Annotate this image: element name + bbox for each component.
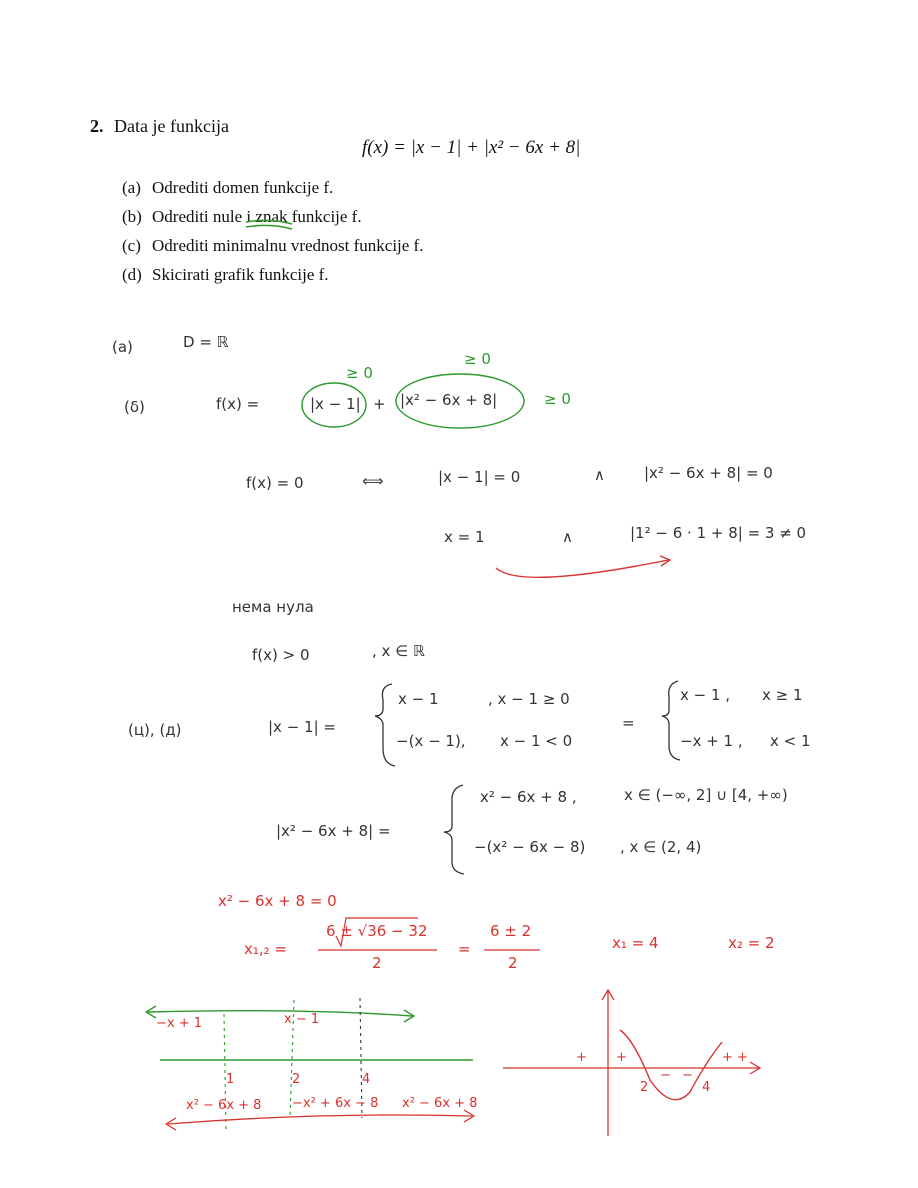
problem-number: 2. <box>90 116 104 136</box>
hw-quad-eq: x² − 6x + 8 = 0 <box>218 892 337 910</box>
hw-a-domain: D = ℝ <box>183 333 229 351</box>
hw-zero-abs2: |x² − 6x + 8| = 0 <box>644 464 773 482</box>
hw-and2: ∧ <box>562 528 573 546</box>
hw-b-abs2: |x² − 6x + 8| <box>400 391 498 409</box>
sign-tick-1: 1 <box>226 1072 235 1087</box>
parabola-plus-left: + <box>576 1050 587 1065</box>
function-formula: f(x) = |x − 1| + |x² − 6x + 8| <box>362 137 581 158</box>
sign-bottom-3: x² − 6x + 8 <box>402 1096 478 1111</box>
hw-abs1-simpl1: x − 1 , <box>680 686 731 704</box>
parabola-plus-right: + + <box>722 1050 748 1065</box>
sign-tick-2: 2 <box>292 1072 301 1087</box>
hw-abs1-case2-cond: x − 1 < 0 <box>500 732 573 750</box>
hw-root1: x₁ = 4 <box>612 934 659 952</box>
sign-line-bottom <box>168 1115 472 1124</box>
hw-positive-domain: , x ∈ ℝ <box>372 642 425 660</box>
brace-abs2 <box>444 785 464 874</box>
hw-abs1-case2: −(x − 1), <box>396 732 466 750</box>
hw-roots-num: 6 ± √36 − 32 <box>326 922 428 940</box>
hw-abs1-case1: x − 1 <box>398 690 439 708</box>
znak-underline <box>246 220 292 224</box>
hw-check: |1² − 6 · 1 + 8| = 3 ≠ 0 <box>630 524 807 542</box>
hw-abs2-case2: −(x² − 6x − 8) <box>474 838 586 856</box>
parabola-minus-2: − <box>682 1068 693 1083</box>
hw-positive: f(x) > 0 <box>252 646 310 664</box>
hw-abs1-simpl1-cond: x ≥ 1 <box>762 686 803 704</box>
sign-bottom-1: x² − 6x + 8 <box>186 1098 262 1113</box>
task-label: (c) <box>122 236 141 255</box>
parabola-plus-near: + <box>616 1050 627 1065</box>
sign-bottom-2: −x² + 6x − 8 <box>292 1096 379 1111</box>
brace-abs1-simpl <box>662 681 680 760</box>
hw-abs1-simpl2-cond: x < 1 <box>770 732 811 750</box>
task-text: Skicirati grafik funkcije f. <box>152 265 329 284</box>
hw-root2: x₂ = 2 <box>728 934 775 952</box>
hw-roots-lhs: x₁,₂ = <box>244 940 288 958</box>
parabola-root-b: 4 <box>702 1080 711 1095</box>
task-label: (b) <box>122 207 142 226</box>
hw-ge0-top2: ≥ 0 <box>464 350 491 368</box>
hw-abs2-case1: x² − 6x + 8 , <box>480 788 577 806</box>
task-text: Odrediti nule i znak funkcije f. <box>152 207 362 226</box>
hw-abs2-case1-cond: x ∈ (−∞, 2] ∪ [4, +∞) <box>624 786 788 804</box>
hw-abs1-case1-cond: , x − 1 ≥ 0 <box>488 690 570 708</box>
hw-abs2-lhs: |x² − 6x + 8| = <box>276 822 391 840</box>
hw-no-zeros: нема нула <box>232 598 314 616</box>
sign-tick-3: 4 <box>362 1072 371 1087</box>
hw-abs1-lhs: |x − 1| = <box>268 718 336 736</box>
hw-roots-den2: 2 <box>508 954 518 972</box>
znak-underline-2 <box>246 225 292 229</box>
hw-ge0-top1: ≥ 0 <box>346 364 373 382</box>
hw-equals: = <box>622 714 635 732</box>
hw-b-abs1: |x − 1| <box>310 395 361 413</box>
hw-zero-abs1: |x − 1| = 0 <box>438 468 521 486</box>
parabola-root-a: 2 <box>640 1080 649 1095</box>
task-label: (a) <box>122 178 141 197</box>
task-label: (d) <box>122 265 142 284</box>
hw-iff: ⟺ <box>362 472 384 490</box>
red-arrow <box>496 560 668 577</box>
hw-abs2-case2-cond: , x ∈ (2, 4) <box>620 838 702 856</box>
problem-intro: Data je funkcija <box>114 116 229 136</box>
task-text: Odrediti minimalnu vrednost funkcije f. <box>152 236 424 255</box>
hw-roots-den: 2 <box>372 954 382 972</box>
brace-abs1 <box>375 684 395 766</box>
hw-abs1-simpl2: −x + 1 , <box>680 732 743 750</box>
hw-a-label: (a) <box>112 338 133 356</box>
hw-b-fx: f(x) = <box>216 395 260 413</box>
hw-b-label: (δ) <box>124 398 145 416</box>
parabola-minus-1: − <box>660 1068 671 1083</box>
hw-x-eq-1: x = 1 <box>444 528 485 546</box>
hw-b-ge0: ≥ 0 <box>544 390 571 408</box>
task-text: Odrediti domen funkcije f. <box>152 178 334 197</box>
hw-roots-eq: = <box>458 940 471 958</box>
hw-and1: ∧ <box>594 466 605 484</box>
hw-b-plus: + <box>373 395 386 413</box>
sign-top-left: −x + 1 <box>156 1016 203 1031</box>
sign-top-right: x − 1 <box>284 1012 320 1027</box>
hw-roots-num2: 6 ± 2 <box>490 922 532 940</box>
hw-zero-cond: f(x) = 0 <box>246 474 304 492</box>
hw-cd-label: (ц), (д) <box>128 721 182 739</box>
